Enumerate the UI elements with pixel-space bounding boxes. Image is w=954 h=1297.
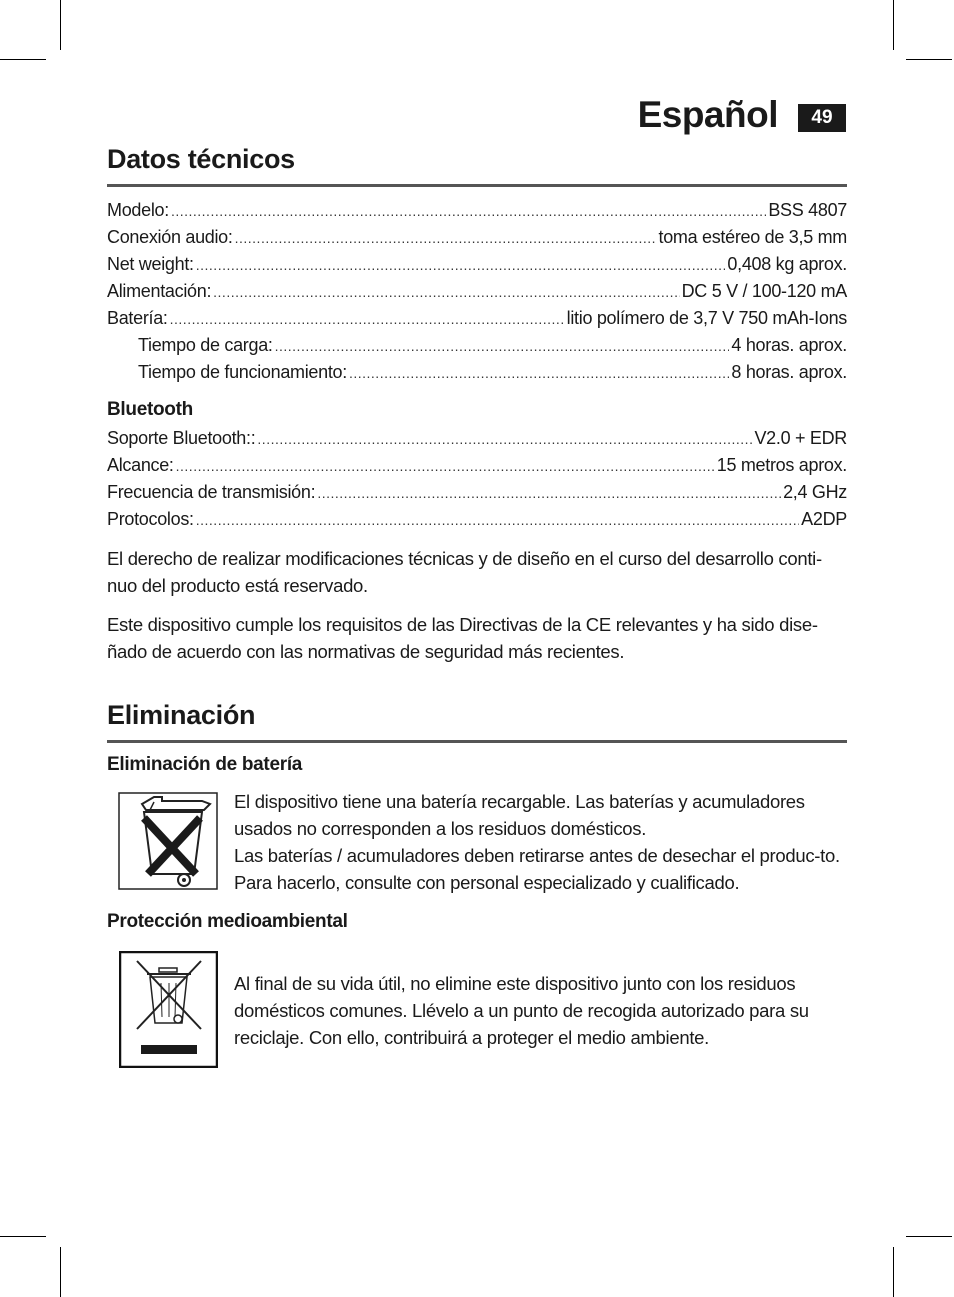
- spec-row: [107, 278, 847, 305]
- crop-mark: [0, 1236, 46, 1237]
- environment-subheading: Protección medioambiental: [107, 911, 348, 932]
- crop-mark: [893, 1247, 894, 1297]
- modifications-note: El derecho de realizar modificaciones técnicas y de diseño en el curso del desarrollo conti-nuo del producto está reservado.: [107, 548, 822, 596]
- spec-value: BSS 4807: [768, 200, 847, 220]
- spec-label: Tiempo de funcionamiento:: [138, 362, 347, 382]
- crop-mark: [60, 1247, 61, 1297]
- section-divider: [107, 740, 847, 743]
- spec-label: Conexión audio:: [107, 227, 233, 247]
- battery-disposal-text-1: El dispositivo tiene una batería recargable. Las baterías y acumuladores usados no corresponden a los residuos domésticos.: [234, 791, 805, 839]
- dot-leader: [213, 279, 679, 306]
- spec-label: Alcance:: [107, 455, 174, 475]
- dot-leader: [171, 198, 766, 225]
- section-divider: [107, 184, 847, 187]
- crop-mark: [906, 59, 952, 60]
- dot-leader: [196, 252, 726, 279]
- dot-leader: [176, 453, 715, 480]
- battery-disposal-subheading: Eliminación de batería: [107, 754, 303, 775]
- bluetooth-subheading: Bluetooth: [107, 399, 193, 420]
- page-number: 49: [798, 104, 846, 132]
- spec-value: 0,408 kg aprox.: [727, 254, 847, 274]
- crop-mark: [60, 0, 61, 50]
- dot-leader: [170, 306, 565, 333]
- spec-label: Frecuencia de transmisión:: [107, 482, 316, 502]
- dot-leader: [317, 480, 781, 507]
- battery-disposal-text-2: Las baterías / acumuladores deben retirarse antes de desechar el produc-to. Para hacerlo, consulte con personal especializado y cualificado.: [234, 845, 840, 893]
- spec-row: [107, 506, 847, 533]
- crop-mark: [0, 59, 46, 60]
- spec-row: [107, 452, 847, 479]
- spec-label: Soporte Bluetooth::: [107, 428, 256, 448]
- spec-label: Alimentación:: [107, 281, 212, 301]
- spec-row: [107, 197, 847, 224]
- spec-row: [107, 224, 847, 251]
- dot-leader: [349, 360, 729, 387]
- environment-text: Al final de su vida útil, no elimine este dispositivo junto con los residuos domésticos comunes. Llévelo a un punto de recogida autorizado para su reciclaje. Con ello, contribuirá a proteger el medio ambiente.: [234, 973, 809, 1048]
- page-language-title: Español: [637, 94, 778, 135]
- spec-row: [107, 251, 847, 278]
- spec-label: Batería:: [107, 308, 168, 328]
- dot-leader: [275, 333, 730, 360]
- ce-compliance-note: Este dispositivo cumple los requisitos de las Directivas de la CE relevantes y ha sido dise-ñado de acuerdo con las normativas de seguridad más recientes.: [107, 614, 818, 662]
- spec-value: litio polímero de 3,7 V 750 mAh-Ions: [566, 308, 847, 328]
- dot-leader: [196, 507, 799, 534]
- spec-row: [107, 425, 847, 452]
- spec-value: DC 5 V / 100-120 mA: [681, 281, 847, 301]
- spec-value: 15 metros aprox.: [716, 455, 847, 475]
- spec-label: Tiempo de carga:: [138, 335, 273, 355]
- dot-leader: [235, 225, 657, 252]
- spec-row: [107, 305, 847, 332]
- spec-row: [107, 479, 847, 506]
- spec-row: [138, 359, 847, 386]
- spec-value: A2DP: [801, 509, 847, 529]
- spec-value: V2.0 + EDR: [754, 428, 847, 448]
- weee-bin-icon: [119, 951, 218, 1068]
- spec-label: Protocolos:: [107, 509, 194, 529]
- spec-row: [138, 332, 847, 359]
- disposal-title: Eliminación: [107, 700, 256, 730]
- spec-value: toma estéreo de 3,5 mm: [658, 227, 847, 247]
- crop-mark: [893, 0, 894, 50]
- crop-mark: [906, 1236, 952, 1237]
- crossed-battery-bin-icon: [118, 792, 218, 890]
- spec-label: Modelo:: [107, 200, 169, 220]
- spec-value: 4 horas. aprox.: [731, 335, 847, 355]
- spec-value: 8 horas. aprox.: [731, 362, 847, 382]
- dot-leader: [257, 426, 752, 453]
- spec-label: Net weight:: [107, 254, 194, 274]
- technical-data-title: Datos técnicos: [107, 144, 295, 174]
- spec-value: 2,4 GHz: [783, 482, 847, 502]
